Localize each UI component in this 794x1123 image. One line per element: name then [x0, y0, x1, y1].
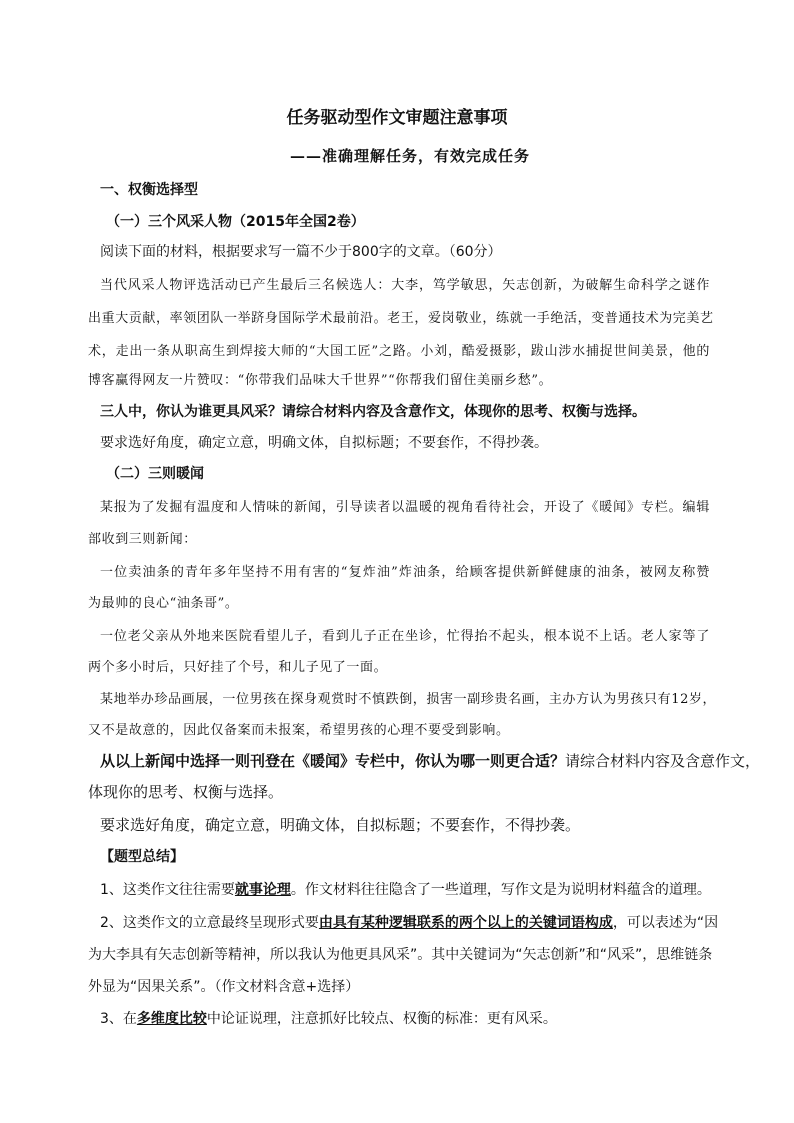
- news-item-1-line: 为最帅的良心“油条哥”。: [88, 596, 239, 611]
- summary-item-2-keyword: 由具有某种逻辑联系的两个以上的关键词语构成: [318, 915, 613, 931]
- document-subtitle: ——准确理解任务，有效完成任务: [290, 147, 531, 165]
- question2-task-line2: 体现你的思考、权衡与选择。: [88, 783, 284, 801]
- question1-task: 三人中，你认为谁更具风采？请综合材料内容及含意作文，体现你的思考、权衡与选择。: [100, 404, 646, 420]
- news-item-2-line: 两个多小时后，只好挂了个号，和儿子见了一面。: [88, 660, 388, 675]
- section-heading: 一、权衡选择型: [100, 182, 198, 198]
- news-item-3-line: 又不是故意的，因此仅备案而未报案，希望男孩的心理不要受到影响。: [88, 723, 510, 738]
- news-item-1-line: 一位卖油条的青年多年坚持不用有害的“复炸油”炸油条，给顾客提供新鲜健康的油条，被网友称赞: [100, 565, 710, 580]
- summary-item-2-line3: 外显为“因果关系”。（作文材料含意+选择）: [88, 979, 360, 995]
- question1-heading: （一）三个风采人物（2015年全国2卷）: [106, 214, 365, 230]
- question1-requirement: 要求选好角度，确定立意，明确文体，自拟标题；不要套作，不得抄袭。: [100, 435, 548, 451]
- question2-task: [100, 750, 760, 771]
- question2-task-rest: 请综合材料内容及含意作文，: [565, 752, 761, 770]
- question2-requirement: 要求选好角度，确定立意，明确文体，自拟标题；不要套作，不得抄袭。: [100, 816, 581, 834]
- question1-intro: 阅读下面的材料，根据要求写一篇不少于800字的文章。（60分）: [100, 244, 502, 260]
- summary-item-2: 2、这类作文的立意最终呈现形式要由具有某种逻辑联系的两个以上的关键词语构成，可以表述为“因: [100, 915, 719, 931]
- summary-item-2-line2: 为大李具有矢志创新等精神，所以我认为他更具风采”。其中关键词为“矢志创新”和“风采”，思维链条: [88, 947, 713, 963]
- question1-material-line: 当代风采人物评选活动已产生最后三名候选人：大李，笃学敏思，矢志创新，为破解生命科学之谜作: [100, 278, 710, 293]
- summary-heading: 【题型总结】: [100, 849, 184, 865]
- summary-item-3: 3、在多维度比较中论证说理，注意抓好比较点、权衡的标准：更有风采。: [100, 1011, 557, 1027]
- summary-item-3-keyword: 多维度比较: [136, 1011, 207, 1027]
- document-title: 任务驱动型作文审题注意事项: [286, 108, 508, 128]
- summary-item-1-keyword: 就事论理: [234, 882, 291, 898]
- question2-task-bold: 从以上新闻中选择一则刊登在《暖闻》专栏中，你认为哪一则更合适？: [100, 752, 566, 770]
- news-item-3-line: 某地举办珍品画展，一位男孩在探身观赏时不慎跌倒，损害一副珍贵名画，主办方认为男孩只有12岁，: [100, 692, 717, 707]
- question1-material-line: 出重大贡献，率领团队一举跻身国际学术最前沿。老王，爱岗敬业，练就一手绝活，变普通技术为完美艺: [88, 311, 714, 326]
- question1-material-line: 术，走出一条从职高生到焊接大师的“大国工匠”之路。小刘，酷爱摄影，跋山涉水捕捉世间美景，他的: [88, 344, 710, 359]
- question2-heading: （二）三则暖闻: [106, 466, 204, 482]
- summary-item-1: 1、这类作文往往需要就事论理。作文材料往往隐含了一些道理，写作文是为说明材料蕴含的道理。: [100, 882, 711, 898]
- question2-material-line: 某报为了发掘有温度和人情味的新闻，引导读者以温暖的视角看待社会，开设了《暖闻》专栏。编辑: [100, 500, 710, 515]
- question1-material-line: 博客赢得网友一片赞叹：“你带我们品味大千世界”“你帮我们留住美丽乡愁”。: [88, 373, 553, 388]
- question2-material-line: 部收到三则新闻：: [88, 532, 197, 547]
- news-item-2-line: 一位老父亲从外地来医院看望儿子，看到儿子正在坐诊，忙得抬不起头，根本说不上话。老人家等了: [100, 629, 710, 644]
